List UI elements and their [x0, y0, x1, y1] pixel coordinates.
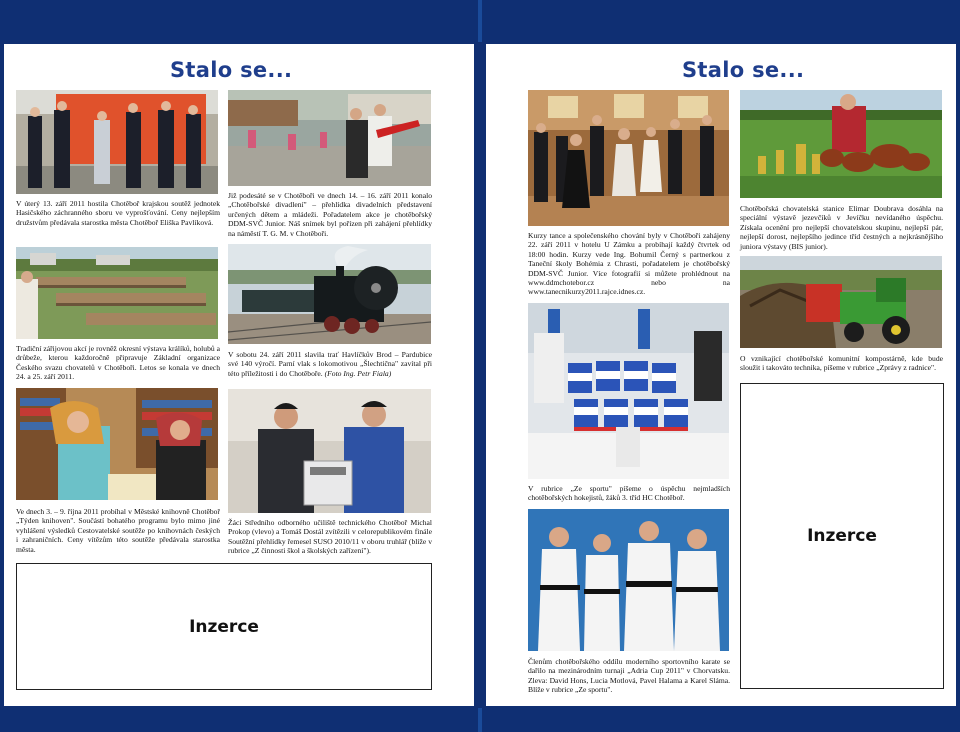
- caption-truhlari: Žáci Středního odborného učiliště technického Chotěboř Michal Prokop (vlevo) a Tomáš Dostál zvítězili v celorepublikovém finále Soutěžní přehlídky řemesel SUSO 2010/11 v oboru truhlář (blíže v rubrice „Z činnosti škol a školských zařízení").: [228, 518, 432, 556]
- caption-psi: Chotěbořská chovatelská stanice Elimar Doubrava dosáhla na speciální výstavě jezevčíků v Jevíčku nevídaného úspěchu. Získala ocenění pro nejlepší chovatelskou skupinu, nejlepší pár, nejlepší dorost, nejlepšího jedince tříd čestných a nejkrásnějšího juniora výstavy (BIS junior).: [740, 204, 943, 251]
- caption-vlak-text: V sobotu 24. září 2011 slavila trať Havlíčkův Brod – Pardubice své 140 výročí. Parní vlak s lokomotivou „Šlechtična" zavítal při této příležitosti i do Chotěboře.: [228, 350, 432, 378]
- photo-truhlari: [228, 389, 431, 513]
- caption-divadleni: Již podesáté se v Chotěboři ve dnech 14. – 16. září 2011 konalo „Chotěbořské divadlení" – přehlídka divadelních představení určených dětem a mládeži. Pořadatelem akce je chotěbořský DDM-SVČ Junior. Náš snímek byl pořízen při zahájení přehlídky na náměstí T. G. M. v Chotěboři.: [228, 191, 432, 238]
- caption-knihovny: Ve dnech 3. – 9. října 2011 probíhal v Městské knihovně Chotěboř „Týden knihoven". Součástí bohatého programu bylo mimo jiné vyhlášení výsledků Cestovatelské soutěže po knihovnách českých i zahraničních. Ceny vítězům této soutěže předávala starostka města.: [16, 507, 220, 554]
- photo-psi: [740, 90, 942, 198]
- spine-top: [478, 0, 482, 42]
- photo-hasici: [16, 90, 218, 194]
- ad-box-left[interactable]: [16, 563, 432, 690]
- caption-kraliky: Tradiční zářijovou akcí je rovněž okresní výstava králíků, holubů a drůbeže, kterou každoročně připravuje Základní organizace Českého svazu chovatelů v Chotěboři. Letos se konala ve dnech 24. a 25. září 2011.: [16, 344, 220, 382]
- right-page: [486, 44, 956, 706]
- caption-karate: Členům chotěbořského oddílu moderního sportovního karate se dařilo na mezinárodním turnaji „Adria Cup 2011" v Chorvatsku. Zleva: David Hons, Lucia Motlová, Pavel Halama a Karel Sláma. Blíže v rubrice „Ze sportu".: [528, 657, 730, 695]
- photo-kraliky: [16, 247, 218, 339]
- page-title: Stalo se...: [682, 58, 805, 82]
- photo-knihovny: [16, 388, 218, 500]
- ad-label: Inzerce: [189, 616, 259, 637]
- spine-bottom: [478, 708, 482, 732]
- caption-hokej: V rubrice „Ze sportu" píšeme o úspěchu nejmladších chotěbořských hokejistů, žáků 3. tříd HC Chotěboř.: [528, 484, 730, 503]
- caption-kompostarna: O vznikající chotěbořské komunitní kompostárně, kde bude sloužit i takováto technika, píšeme v rubrice „Zprávy z radnice".: [740, 354, 943, 373]
- photo-karate: [528, 509, 729, 651]
- photo-tance: [528, 90, 729, 226]
- photo-hokej: [528, 303, 729, 479]
- photo-vlak: [228, 244, 431, 344]
- left-page: [4, 44, 474, 706]
- ad-label: Inzerce: [807, 526, 877, 546]
- caption-tance: Kurzy tance a společenského chování byly v Chotěboři zahájeny 22. září 2011 v hotelu U Zámku a probíhají každý čtvrtek od 18:00 hodin. Kurzy vede Ing. Bohumil Černý s partnerkou z Taneční školy Bohémia z Chrasti, pořadatelem je chotěbořský DDM-SVČ Junior. Více fotografií si můžete prohlédnout na www.ddmchotebor.cz nebo na www.tanecnikurzy2011.rajce.idnes.cz.: [528, 231, 730, 297]
- page-title: Stalo se...: [170, 58, 293, 82]
- photo-kompostarna: [740, 256, 942, 348]
- caption-vlak-credit: (Foto Ing. Petr Fiala): [324, 368, 392, 378]
- caption-hasici: V úterý 13. září 2011 hostila Chotěboř krajskou soutěž jednotek Hasičského záchranného sboru ve vyprošťování. Ceny nejlepším družstvům předávala starostka města Chotěboř Eliška Pavlíková.: [16, 199, 220, 227]
- caption-vlak: [228, 350, 432, 378]
- photo-divadleni: [228, 90, 431, 186]
- ad-box-right[interactable]: [740, 383, 944, 689]
